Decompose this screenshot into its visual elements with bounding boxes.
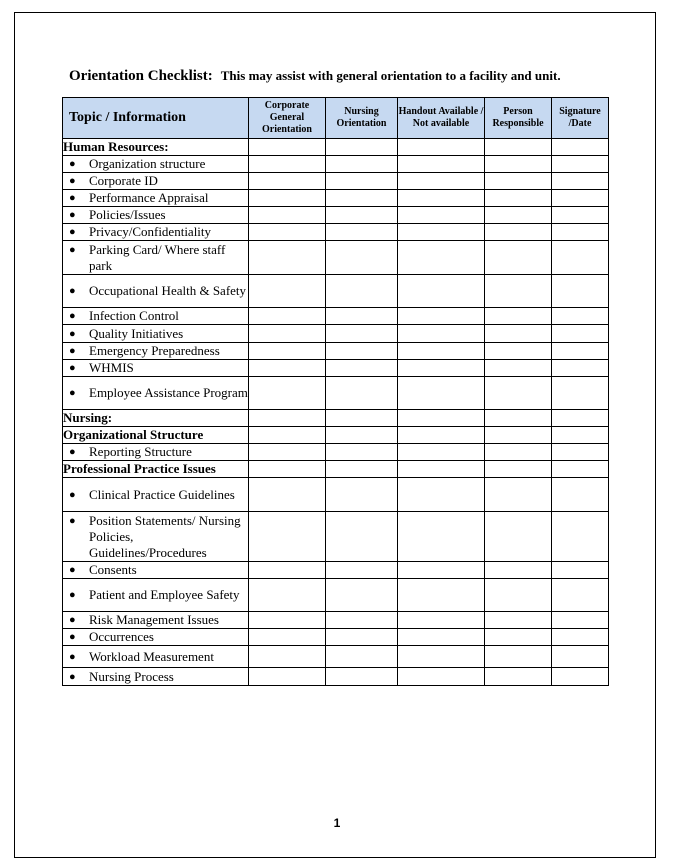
nursing-orientation-cell[interactable] <box>326 612 398 629</box>
table-body <box>63 139 609 686</box>
handout-cell[interactable] <box>398 377 485 410</box>
person-responsible-cell[interactable] <box>485 360 552 377</box>
heading-title: Orientation Checklist: <box>69 68 213 84</box>
signature-date-cell[interactable] <box>552 579 609 612</box>
person-responsible-cell[interactable] <box>485 139 552 156</box>
signature-date-cell[interactable] <box>552 646 609 668</box>
nursing-orientation-cell[interactable] <box>326 173 398 190</box>
signature-date-cell[interactable] <box>552 343 609 360</box>
handout-cell[interactable] <box>398 207 485 224</box>
signature-date-cell[interactable] <box>552 156 609 173</box>
topic-cell <box>63 190 249 207</box>
corporate-orientation-cell[interactable] <box>249 646 326 668</box>
signature-date-cell[interactable] <box>552 478 609 512</box>
topic-label: Corporate ID <box>89 173 158 188</box>
topic-cell <box>63 241 249 275</box>
topic-label: Parking Card/ Where staff park <box>89 241 226 273</box>
person-responsible-cell[interactable] <box>485 343 552 360</box>
table-row <box>63 629 609 646</box>
topic-cell <box>63 207 249 224</box>
signature-date-cell[interactable] <box>552 377 609 410</box>
signature-date-cell[interactable] <box>552 410 609 427</box>
handout-cell[interactable] <box>398 325 485 343</box>
nursing-orientation-cell[interactable] <box>326 325 398 343</box>
table-header-row <box>63 98 609 139</box>
person-responsible-cell[interactable] <box>485 562 552 579</box>
list-item <box>69 385 248 401</box>
corporate-orientation-cell[interactable] <box>249 156 326 173</box>
nursing-orientation-cell[interactable] <box>326 646 398 668</box>
bullet-icon: ● <box>69 362 76 374</box>
list-item <box>69 513 248 561</box>
person-responsible-cell[interactable] <box>485 325 552 343</box>
person-responsible-cell[interactable] <box>485 444 552 461</box>
nursing-orientation-cell[interactable] <box>326 512 398 562</box>
topic-label: Employee Assistance Program <box>89 385 248 400</box>
person-responsible-cell[interactable] <box>485 190 552 207</box>
corporate-orientation-cell[interactable] <box>249 478 326 512</box>
topic-cell <box>63 612 249 629</box>
topic-label: Risk Management Issues <box>89 612 219 627</box>
table-row <box>63 343 609 360</box>
corporate-orientation-cell[interactable] <box>249 360 326 377</box>
topic-cell <box>63 646 249 668</box>
corporate-orientation-cell[interactable] <box>249 308 326 325</box>
section-heading-cell <box>63 427 249 444</box>
list-item <box>69 190 248 206</box>
header-corporate-orientation: Corporate General Orientation <box>249 98 326 139</box>
topic-cell <box>63 343 249 360</box>
signature-date-cell[interactable] <box>552 562 609 579</box>
handout-cell[interactable] <box>398 139 485 156</box>
corporate-orientation-cell[interactable] <box>249 562 326 579</box>
topic-label: Privacy/Confidentiality <box>89 224 212 239</box>
person-responsible-cell[interactable] <box>485 173 552 190</box>
person-responsible-cell[interactable] <box>485 207 552 224</box>
person-responsible-cell[interactable] <box>485 668 552 686</box>
list-item <box>69 242 248 274</box>
bullet-icon: ● <box>69 387 76 399</box>
handout-cell[interactable] <box>398 241 485 275</box>
table-row <box>63 668 609 686</box>
person-responsible-cell[interactable] <box>485 224 552 241</box>
topic-cell <box>63 629 249 646</box>
table-row <box>63 173 609 190</box>
signature-date-cell[interactable] <box>552 360 609 377</box>
nursing-orientation-cell[interactable] <box>326 410 398 427</box>
list-item <box>69 669 248 685</box>
handout-cell[interactable] <box>398 360 485 377</box>
table-row <box>63 207 609 224</box>
signature-date-cell[interactable] <box>552 427 609 444</box>
handout-cell[interactable] <box>398 629 485 646</box>
signature-date-cell[interactable] <box>552 139 609 156</box>
signature-date-cell[interactable] <box>552 241 609 275</box>
topic-label: Emergency Preparedness <box>89 343 220 358</box>
table-row <box>63 427 609 444</box>
list-item <box>69 207 248 223</box>
section-heading-cell <box>63 461 249 478</box>
signature-date-cell[interactable] <box>552 224 609 241</box>
nursing-orientation-cell[interactable] <box>326 275 398 308</box>
list-item <box>69 308 248 324</box>
table-row <box>63 190 609 207</box>
list-item <box>69 444 248 460</box>
topic-label: WHMIS <box>89 360 134 375</box>
topic-cell <box>63 325 249 343</box>
topic-label: Consents <box>89 562 137 577</box>
bullet-icon: ● <box>69 650 76 663</box>
signature-date-cell[interactable] <box>552 190 609 207</box>
handout-cell[interactable] <box>398 512 485 562</box>
table-row <box>63 562 609 579</box>
orientation-checklist-table <box>62 97 609 686</box>
bullet-icon: ● <box>69 209 76 221</box>
section-heading: Professional Practice Issues <box>63 461 216 476</box>
page-heading <box>69 67 629 85</box>
list-item <box>69 649 248 665</box>
corporate-orientation-cell[interactable] <box>249 275 326 308</box>
header-person-responsible: Person Responsible <box>485 98 552 139</box>
bullet-icon: ● <box>69 192 76 204</box>
corporate-orientation-cell[interactable] <box>249 668 326 686</box>
corporate-orientation-cell[interactable] <box>249 224 326 241</box>
handout-cell[interactable] <box>398 668 485 686</box>
nursing-orientation-cell[interactable] <box>326 427 398 444</box>
table-row <box>63 139 609 156</box>
nursing-orientation-cell[interactable] <box>326 478 398 512</box>
section-heading-cell <box>63 410 249 427</box>
handout-cell[interactable] <box>398 427 485 444</box>
header-handout: Handout Available / Not available <box>398 98 485 139</box>
person-responsible-cell[interactable] <box>485 241 552 275</box>
corporate-orientation-cell[interactable] <box>249 190 326 207</box>
list-item <box>69 360 248 376</box>
bullet-icon: ● <box>69 488 76 501</box>
list-item <box>69 156 248 172</box>
topic-label: Clinical Practice Guidelines <box>89 486 235 502</box>
topic-cell <box>63 308 249 325</box>
nursing-orientation-cell[interactable] <box>326 377 398 410</box>
nursing-orientation-cell[interactable] <box>326 360 398 377</box>
handout-cell[interactable] <box>398 156 485 173</box>
person-responsible-cell[interactable] <box>485 377 552 410</box>
topic-cell <box>63 156 249 173</box>
topic-cell <box>63 224 249 241</box>
signature-date-cell[interactable] <box>552 325 609 343</box>
nursing-orientation-cell[interactable] <box>326 461 398 478</box>
topic-label: Occurrences <box>89 629 154 644</box>
topic-cell <box>63 478 249 512</box>
bullet-icon: ● <box>69 670 76 683</box>
person-responsible-cell[interactable] <box>485 275 552 308</box>
bullet-icon: ● <box>69 614 76 626</box>
topic-label: Workload Measurement <box>89 648 214 664</box>
bullet-icon: ● <box>69 446 76 458</box>
corporate-orientation-cell[interactable] <box>249 427 326 444</box>
signature-date-cell[interactable] <box>552 444 609 461</box>
person-responsible-cell[interactable] <box>485 427 552 444</box>
handout-cell[interactable] <box>398 173 485 190</box>
section-heading-cell <box>63 139 249 156</box>
topic-label: Policies/Issues <box>89 207 166 222</box>
handout-cell[interactable] <box>398 478 485 512</box>
table-row <box>63 224 609 241</box>
table-row <box>63 444 609 461</box>
bullet-icon: ● <box>69 226 76 238</box>
list-item <box>69 612 248 628</box>
table-row <box>63 325 609 343</box>
list-item <box>69 487 248 503</box>
nursing-orientation-cell[interactable] <box>326 308 398 325</box>
person-responsible-cell[interactable] <box>485 612 552 629</box>
corporate-orientation-cell[interactable] <box>249 410 326 427</box>
list-item <box>69 343 248 359</box>
topic-label: Reporting Structure <box>89 444 192 459</box>
section-heading: Nursing: <box>63 410 113 425</box>
handout-cell[interactable] <box>398 275 485 308</box>
bullet-icon: ● <box>69 285 76 297</box>
nursing-orientation-cell[interactable] <box>326 444 398 461</box>
handout-cell[interactable] <box>398 190 485 207</box>
person-responsible-cell[interactable] <box>485 646 552 668</box>
nursing-orientation-cell[interactable] <box>326 668 398 686</box>
topic-cell <box>63 275 249 308</box>
list-item <box>69 326 248 342</box>
bullet-icon: ● <box>69 589 76 601</box>
person-responsible-cell[interactable] <box>485 308 552 325</box>
handout-cell[interactable] <box>398 444 485 461</box>
person-responsible-cell[interactable] <box>485 512 552 562</box>
handout-cell[interactable] <box>398 224 485 241</box>
bullet-icon: ● <box>69 514 76 527</box>
corporate-orientation-cell[interactable] <box>249 325 326 343</box>
nursing-orientation-cell[interactable] <box>326 139 398 156</box>
corporate-orientation-cell[interactable] <box>249 173 326 190</box>
signature-date-cell[interactable] <box>552 173 609 190</box>
signature-date-cell[interactable] <box>552 308 609 325</box>
header-topic: Topic / Information <box>63 98 249 139</box>
topic-label: Organization structure <box>89 156 206 171</box>
signature-date-cell[interactable] <box>552 512 609 562</box>
corporate-orientation-cell[interactable] <box>249 629 326 646</box>
bullet-icon: ● <box>69 345 76 357</box>
person-responsible-cell[interactable] <box>485 629 552 646</box>
person-responsible-cell[interactable] <box>485 156 552 173</box>
corporate-orientation-cell[interactable] <box>249 207 326 224</box>
bullet-icon: ● <box>69 175 76 187</box>
person-responsible-cell[interactable] <box>485 461 552 478</box>
signature-date-cell[interactable] <box>552 612 609 629</box>
person-responsible-cell[interactable] <box>485 579 552 612</box>
table-row <box>63 646 609 668</box>
bullet-icon: ● <box>69 243 76 256</box>
nursing-orientation-cell[interactable] <box>326 207 398 224</box>
corporate-orientation-cell[interactable] <box>249 444 326 461</box>
topic-cell <box>63 512 249 562</box>
topic-label: Occupational Health & Safety <box>89 283 247 298</box>
nursing-orientation-cell[interactable] <box>326 156 398 173</box>
topic-label: Performance Appraisal <box>89 190 209 205</box>
bullet-icon: ● <box>69 631 76 643</box>
corporate-orientation-cell[interactable] <box>249 461 326 478</box>
handout-cell[interactable] <box>398 562 485 579</box>
page-number: 1 <box>333 816 341 830</box>
topic-label: Quality Initiatives <box>89 325 184 341</box>
topic-cell <box>63 579 249 612</box>
table-row <box>63 275 609 308</box>
list-item <box>69 224 248 240</box>
handout-cell[interactable] <box>398 646 485 668</box>
handout-cell[interactable] <box>398 410 485 427</box>
signature-date-cell[interactable] <box>552 629 609 646</box>
nursing-orientation-cell[interactable] <box>326 562 398 579</box>
nursing-orientation-cell[interactable] <box>326 241 398 275</box>
table-row <box>63 360 609 377</box>
corporate-orientation-cell[interactable] <box>249 241 326 275</box>
nursing-orientation-cell[interactable] <box>326 579 398 612</box>
topic-label: Infection Control <box>89 308 179 323</box>
table-row <box>63 579 609 612</box>
nursing-orientation-cell[interactable] <box>326 343 398 360</box>
table-row <box>63 612 609 629</box>
table-row <box>63 156 609 173</box>
section-heading: Organizational Structure <box>63 427 204 442</box>
corporate-orientation-cell[interactable] <box>249 343 326 360</box>
bullet-icon: ● <box>69 310 76 322</box>
corporate-orientation-cell[interactable] <box>249 377 326 410</box>
handout-cell[interactable] <box>398 579 485 612</box>
nursing-orientation-cell[interactable] <box>326 224 398 241</box>
topic-cell <box>63 562 249 579</box>
header-signature-date: Signature /Date <box>552 98 609 139</box>
list-item <box>69 562 248 578</box>
person-responsible-cell[interactable] <box>485 478 552 512</box>
topic-cell <box>63 444 249 461</box>
handout-cell[interactable] <box>398 461 485 478</box>
topic-cell <box>63 173 249 190</box>
signature-date-cell[interactable] <box>552 461 609 478</box>
nursing-orientation-cell[interactable] <box>326 190 398 207</box>
heading-subtitle: This may assist with general orientation to a facility and unit. <box>220 68 561 83</box>
table-row <box>63 308 609 325</box>
topic-label: Patient and Employee Safety <box>89 587 240 602</box>
list-item <box>69 173 248 189</box>
list-item <box>69 629 248 645</box>
section-heading: Human Resources: <box>63 139 169 154</box>
topic-cell <box>63 668 249 686</box>
table-row <box>63 512 609 562</box>
list-item <box>69 283 248 299</box>
signature-date-cell[interactable] <box>552 207 609 224</box>
corporate-orientation-cell[interactable] <box>249 579 326 612</box>
table-row <box>63 478 609 512</box>
person-responsible-cell[interactable] <box>485 410 552 427</box>
bullet-icon: ● <box>69 327 76 340</box>
bullet-icon: ● <box>69 564 76 576</box>
handout-cell[interactable] <box>398 308 485 325</box>
handout-cell[interactable] <box>398 612 485 629</box>
topic-cell <box>63 360 249 377</box>
nursing-orientation-cell[interactable] <box>326 629 398 646</box>
corporate-orientation-cell[interactable] <box>249 139 326 156</box>
table-row <box>63 461 609 478</box>
corporate-orientation-cell[interactable] <box>249 612 326 629</box>
header-nursing-orientation: Nursing Orientation <box>326 98 398 139</box>
table-row <box>63 241 609 275</box>
bullet-icon: ● <box>69 158 76 170</box>
list-item <box>69 587 248 603</box>
topic-cell <box>63 377 249 410</box>
signature-date-cell[interactable] <box>552 275 609 308</box>
corporate-orientation-cell[interactable] <box>249 512 326 562</box>
table-row <box>63 377 609 410</box>
signature-date-cell[interactable] <box>552 668 609 686</box>
topic-label: Position Statements/ Nursing Policies, Guidelines/Procedures <box>89 512 241 560</box>
topic-label: Nursing Process <box>89 668 174 684</box>
handout-cell[interactable] <box>398 343 485 360</box>
table-row <box>63 410 609 427</box>
